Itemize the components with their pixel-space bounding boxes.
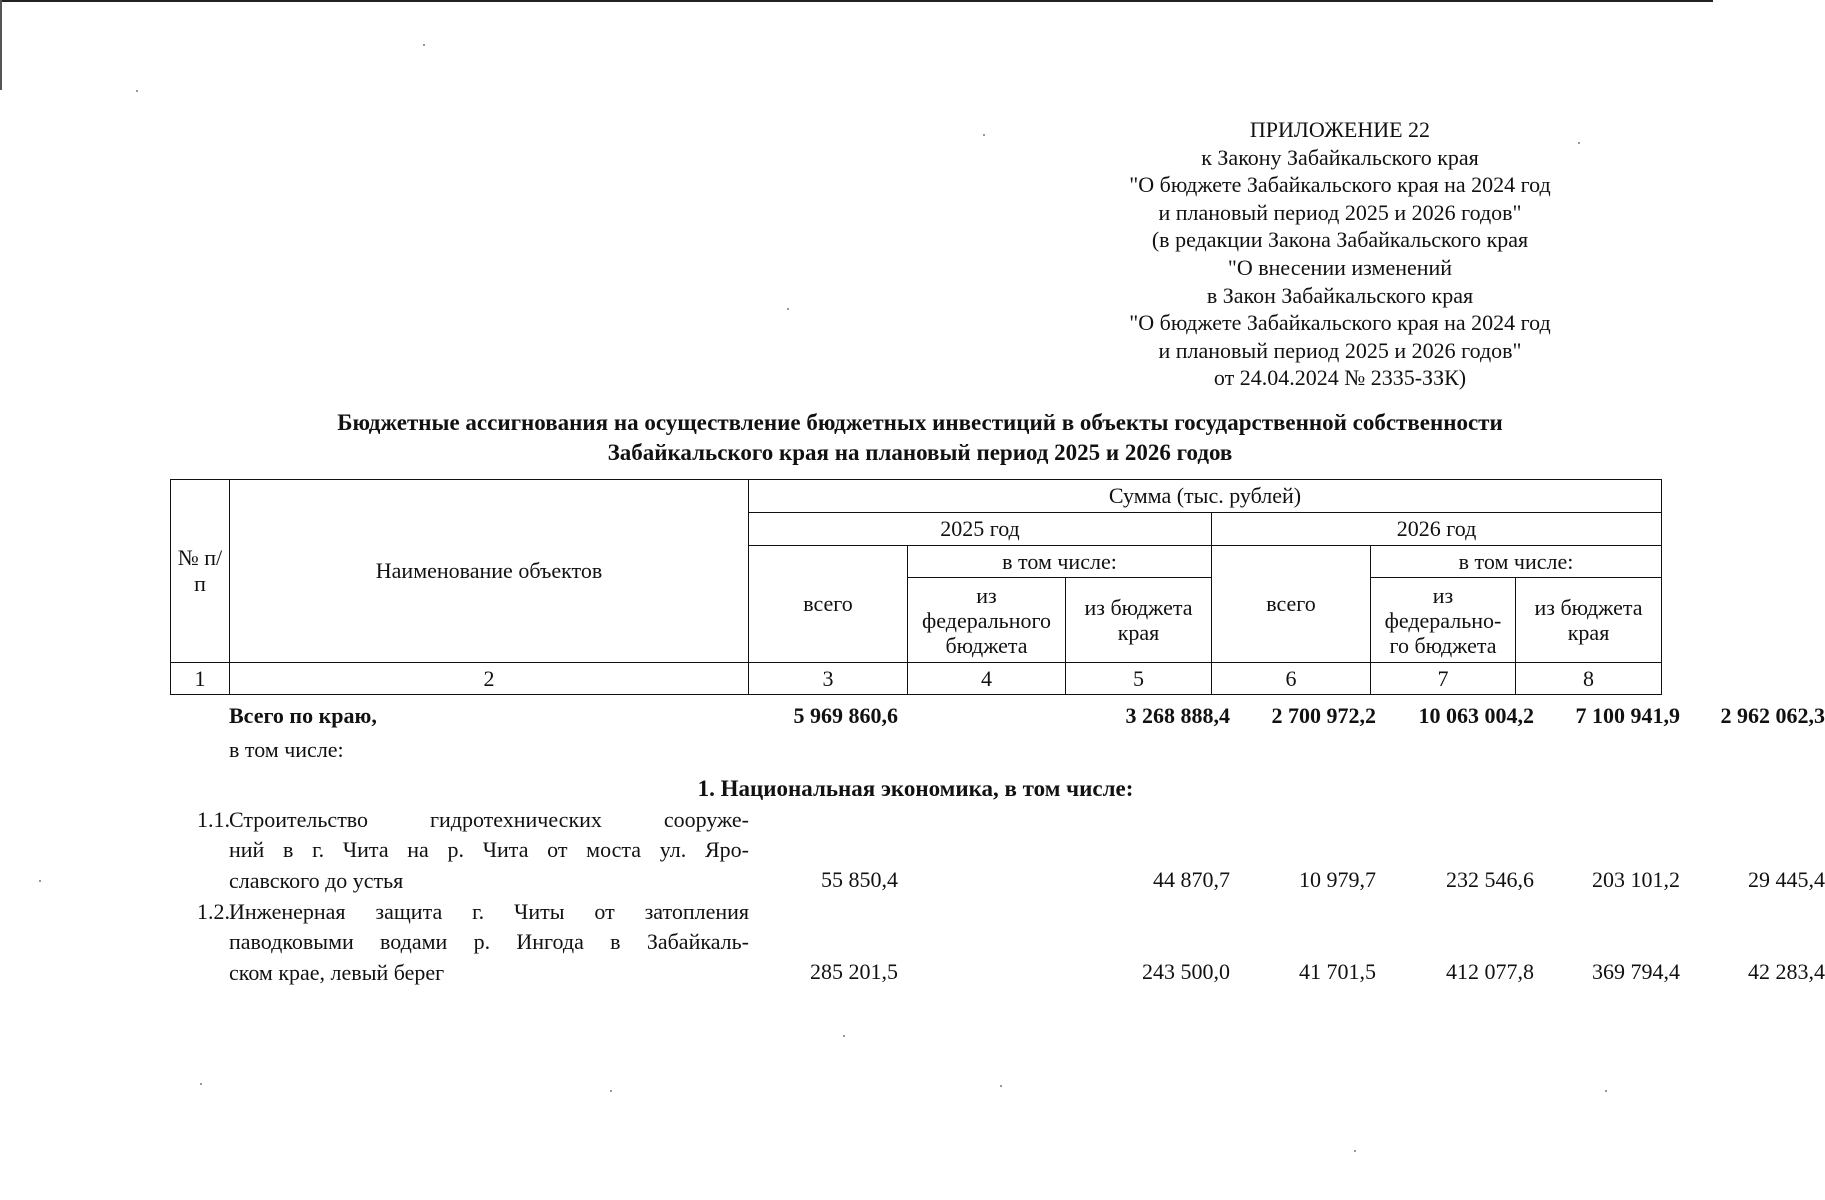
appendix-line: (в редакции Закона Забайкальского края [1151,227,1529,253]
item-name-line: ний в г. Чита на р. Чита от моста ул. Яро- [229,837,749,863]
item-name-line: паводковыми водами р. Ингода в Забайкаль- [229,929,749,955]
scan-speck [983,134,985,136]
totals-value: 7 100 941,9 [1575,703,1680,728]
header-sum: Сумма (тыс. рублей) [749,480,1662,513]
column-number: 3 [749,663,908,695]
column-number: 8 [1516,663,1662,695]
item-name-line: славского до устья [229,867,404,893]
item-value: 42 283,4 [1748,959,1825,984]
scan-speck [1354,1150,1356,1152]
item-name [229,897,749,988]
column-number: 6 [1212,663,1371,695]
scan-speck [787,308,789,310]
totals-value: 5 969 860,6 [793,703,898,728]
totals-value: 10 063 004,2 [1418,703,1534,728]
header-including-2025: в том числе: [908,546,1212,578]
totals-sublabel: в том числе: [229,737,344,762]
item-number: 1.2. [197,899,230,924]
item-value: 412 077,8 [1446,959,1534,984]
item-value: 29 445,4 [1748,867,1825,892]
document-title-line-2: Забайкальского края на плановый период 2025 и 2026 годов [607,440,1233,465]
item-name [229,805,749,896]
appendix-line: "О бюджете Забайкальского края на 2024 год [1129,172,1551,198]
document-title [170,408,1670,468]
appendix-line: "О внесении изменений [1227,254,1453,280]
appendix-line: к Закону Забайкальского края [1201,144,1479,170]
appendix-line: "О бюджете Забайкальского края на 2024 год [1129,310,1551,336]
totals-label: Всего по краю, [229,703,377,728]
header-total-2025: всего [749,546,908,663]
scan-border-top [0,0,1713,2]
totals-value: 2 962 062,3 [1720,703,1825,728]
table-row [170,805,1825,897]
column-number: 7 [1371,663,1516,695]
item-value: 369 794,4 [1592,959,1680,984]
scan-speck [200,1083,202,1085]
appendix-line: и плановый период 2025 и 2026 годов" [1158,337,1522,363]
header-total-2026: всего [1212,546,1371,663]
header-including-2026: в том числе: [1371,546,1662,578]
scan-speck [423,44,425,46]
scan-speck [136,90,138,92]
item-name-line: ском крае, левый берег [229,959,445,985]
scan-speck [610,1090,612,1092]
section-title: 1. Национальная экономика, в том числе: [697,776,1134,801]
item-value: 232 546,6 [1446,867,1534,892]
item-value: 10 979,7 [1299,867,1376,892]
header-regional-2025: из бюджета края [1066,578,1212,663]
totals-value: 2 700 972,2 [1271,703,1376,728]
appendix-line: от 24.04.2024 № 2335-ЗЗК) [1213,365,1467,391]
scan-border-left [0,0,2,90]
item-value: 243 500,0 [1142,959,1230,984]
appendix-header [1100,116,1580,392]
header-name: Наименование объектов [230,480,749,663]
header-federal-2025: из федерального бюджета [908,578,1066,663]
header-number: № п/п [171,480,230,663]
table-header [170,479,1662,695]
column-number: 5 [1066,663,1212,695]
appendix-line: ПРИЛОЖЕНИЕ 22 [1249,117,1431,142]
header-year-2026: 2026 год [1212,513,1662,546]
table-row [170,897,1825,989]
appendix-line: и плановый период 2025 и 2026 годов" [1158,199,1522,225]
scan-speck [1578,142,1580,144]
scan-speck [39,880,41,882]
header-regional-2026: из бюджета края [1516,578,1662,663]
item-value: 203 101,2 [1592,867,1680,892]
totals-row [170,703,1825,733]
totals-value: 3 268 888,4 [1125,703,1230,728]
column-number: 2 [230,663,749,695]
column-number: 4 [908,663,1066,695]
header-year-2025: 2025 год [749,513,1212,546]
item-value: 285 201,5 [810,959,898,984]
column-number: 1 [171,663,230,695]
scan-speck [1605,1090,1607,1092]
item-name-line: Инженерная защита г. Читы от затопления [229,899,749,924]
scan-speck [843,1035,845,1037]
item-value: 55 850,4 [821,867,898,892]
item-value: 44 870,7 [1153,867,1230,892]
scan-speck [1000,1085,1002,1087]
document-title-line-1: Бюджетные ассигнования на осуществление бюджетных инвестиций в объекты государственной собственности [337,410,1503,435]
header-federal-2026: из федерально- го бюджета [1371,578,1516,663]
appendix-line: в Закон Забайкальского края [1206,282,1474,308]
item-name-line: Строительство гидротехнических сооруже- [229,807,749,832]
item-number: 1.1. [197,807,230,832]
item-value: 41 701,5 [1299,959,1376,984]
